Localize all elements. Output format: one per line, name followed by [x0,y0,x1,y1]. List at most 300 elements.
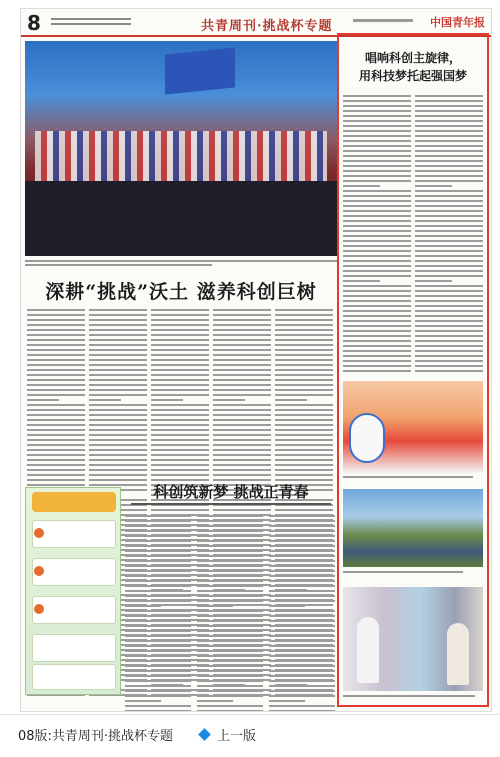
text-line [275,424,333,426]
text-line [89,474,147,476]
section-title: 共青周刊·挑战杯专题 [201,19,333,34]
text-line [269,570,335,572]
text-line [197,515,263,517]
text-line [275,309,333,311]
text-line [343,320,411,322]
text-line [275,464,333,466]
text-line [415,270,483,272]
text-line [27,379,85,381]
text-line [27,409,85,411]
text-line [89,364,147,366]
text-line [269,675,335,677]
text-line [151,309,209,311]
text-line [213,464,271,466]
highlight-title-line1: 唱响科创主旋律， [364,51,461,65]
text-line [415,150,483,152]
text-line [415,160,483,162]
text-line [269,685,335,687]
text-line [27,444,85,446]
text-line [415,110,483,112]
text-line [151,469,209,471]
text-line [213,309,271,311]
newspaper-page [20,8,492,712]
text-line [27,454,85,456]
text-line [275,474,333,476]
text-line [125,620,191,622]
text-line [89,314,147,316]
text-line [89,339,147,341]
text-line [343,110,411,112]
text-line [89,399,121,401]
text-line [151,319,209,321]
text-line [343,140,411,142]
text-line [125,675,191,677]
text-line [89,394,147,396]
text-line [213,319,271,321]
text-line [415,290,483,292]
text-line [415,295,483,297]
text-line [125,585,191,587]
page-label-link[interactable]: 08版:共青周刊·挑战杯专题 [18,729,174,744]
text-line [27,339,85,341]
text-line [269,635,335,637]
text-line [27,464,85,466]
text-line [151,509,209,511]
text-line [89,389,147,391]
lead-photo[interactable] [25,41,337,256]
text-line [269,645,335,647]
text-line [275,439,333,441]
photo-caption [343,571,463,573]
text-line [125,650,191,652]
text-line [269,710,335,712]
text-line [151,329,209,331]
text-line [415,235,483,237]
text-line [343,265,411,267]
article-photo[interactable] [343,587,483,691]
text-line [269,605,305,607]
text-line [415,260,483,262]
page-number: 8 [27,11,41,35]
text-line [343,115,411,117]
text-line [343,210,411,212]
text-line [89,309,147,311]
text-line [275,509,333,511]
text-line [343,160,411,162]
text-line [89,404,147,406]
text-line [27,474,85,476]
text-line [89,319,147,321]
text-line [89,414,147,416]
text-line [89,409,147,411]
text-line [415,320,483,322]
text-line [343,290,411,292]
text-line [415,230,483,232]
text-line [213,414,271,416]
text-line [125,705,191,707]
text-line [197,690,263,692]
bullet-icon [34,604,44,614]
text-line [213,364,271,366]
text-line [343,190,411,192]
text-line [275,364,333,366]
text-line [125,710,191,712]
text-line [213,439,271,441]
text-line [197,670,263,672]
text-line [89,429,147,431]
text-line [125,590,191,592]
text-line [415,185,452,187]
text-line [197,605,233,607]
masthead-date [353,19,413,22]
text-line [197,660,263,662]
text-line [125,595,191,597]
text-line [275,444,333,446]
text-line [151,354,209,356]
text-line [275,379,333,381]
text-line [27,429,85,431]
text-line [415,265,483,267]
text-line [151,429,209,431]
text-line [213,389,271,391]
text-line [415,105,483,107]
text-line [269,610,335,612]
text-line [415,220,483,222]
text-line [213,369,271,371]
text-line [415,125,483,127]
text-line [27,389,85,391]
text-line [343,130,411,132]
text-line [275,404,333,406]
text-line [89,384,147,386]
text-line [197,620,263,622]
text-line [275,434,333,436]
text-line [269,680,335,682]
infographic[interactable] [25,487,121,695]
text-line [415,325,483,327]
text-line [343,215,411,217]
text-line [213,424,271,426]
text-line [197,705,263,707]
article-photo[interactable] [343,381,483,473]
text-line [343,305,411,307]
previous-page-button[interactable] [200,725,256,744]
text-line [27,369,85,371]
text-line [151,424,209,426]
text-line [275,394,333,396]
text-line [275,359,333,361]
text-line [343,260,411,262]
text-line [343,225,411,227]
text-line [275,314,333,316]
text-line [89,439,147,441]
text-line [213,359,271,361]
bullet-icon [34,566,44,576]
text-line [197,650,263,652]
text-line [213,419,271,421]
text-line [197,580,263,582]
text-line [197,655,263,657]
text-line [275,469,333,471]
text-line [27,324,85,326]
text-line [269,620,335,622]
text-line [343,270,411,272]
text-line [151,439,209,441]
text-line [343,100,411,102]
text-line [213,314,271,316]
text-line [415,360,483,362]
text-line [151,449,209,451]
text-line [151,344,209,346]
text-line [27,319,85,321]
text-line [415,370,483,372]
text-line [415,180,483,182]
text-line [89,379,147,381]
text-line [343,340,411,342]
text-line [269,535,335,537]
text-line [343,230,411,232]
text-line [197,625,263,627]
text-line [415,215,483,217]
text-line [415,365,483,367]
text-line [151,334,209,336]
text-line [89,459,147,461]
text-line [213,454,271,456]
text-line [213,379,271,381]
text-line [343,120,411,122]
newspaper-logo: 中国青年报 [430,16,485,29]
text-line [125,635,191,637]
text-line [343,145,411,147]
text-line [197,595,263,597]
text-line [269,595,335,597]
text-line [213,444,271,446]
text-line [343,170,411,172]
text-line [415,350,483,352]
text-line [415,255,483,257]
text-line [125,630,191,632]
text-column [415,95,483,375]
text-line [275,334,333,336]
text-line [197,635,263,637]
text-line [151,404,209,406]
text-line [125,655,191,657]
text-line [27,364,85,366]
mascot-shape [349,413,385,463]
text-line [269,545,335,547]
text-line [89,349,147,351]
text-line [343,355,411,357]
text-line [151,454,209,456]
text-line [269,705,335,707]
text-line [151,384,209,386]
text-line [343,370,411,372]
photo-caption [343,695,475,697]
text-line [275,354,333,356]
second-headline[interactable]: 科创筑新梦 挑战正青春 [153,483,309,501]
text-line [125,610,191,612]
text-column [125,515,191,712]
text-line [125,605,161,607]
text-line [415,120,483,122]
text-line [275,414,333,416]
text-line [197,590,263,592]
text-line [197,585,263,587]
lead-headline[interactable]: 深耕“挑战”沃土 滋养科创巨树 [45,281,317,303]
text-line [275,349,333,351]
text-line [213,349,271,351]
text-line [27,404,85,406]
text-line [197,665,263,667]
text-line [415,335,483,337]
text-line [27,424,85,426]
text-line [269,530,335,532]
text-line [125,540,191,542]
text-line [197,540,263,542]
text-line [269,655,335,657]
text-line [197,525,263,527]
text-line [125,670,191,672]
text-line [89,464,147,466]
bullet-icon [34,528,44,538]
text-line [89,324,147,326]
text-line [275,449,333,451]
infographic-title [32,492,116,512]
text-line [275,344,333,346]
text-line [269,555,335,557]
text-line [89,454,147,456]
text-line [213,384,271,386]
text-line [27,394,85,396]
text-line [415,145,483,147]
text-line [269,690,335,692]
infographic-block [32,520,116,548]
highlight-title[interactable] [339,49,487,85]
text-line [269,695,335,697]
text-line [27,354,85,356]
text-line [197,615,263,617]
text-line [269,515,335,517]
text-line [27,459,85,461]
second-subheadline [131,503,331,505]
text-line [415,155,483,157]
text-line [213,334,271,336]
text-line [343,135,411,137]
text-line [269,525,335,527]
text-line [89,359,147,361]
text-line [415,280,452,282]
text-line [415,210,483,212]
article-photo[interactable] [343,489,483,567]
text-line [125,555,191,557]
text-line [275,369,333,371]
text-line [213,374,271,376]
previous-page-label: 上一版 [217,729,257,744]
text-line [125,615,191,617]
text-line [27,479,85,481]
text-line [125,575,191,577]
text-line [275,374,333,376]
text-line [89,469,147,471]
text-column [197,515,263,712]
text-line [89,449,147,451]
text-line [269,660,335,662]
text-line [197,640,263,642]
text-line [269,640,335,642]
text-line [343,295,411,297]
text-line [415,175,483,177]
text-line [151,444,209,446]
text-line [213,399,245,401]
text-line [343,125,411,127]
text-line [151,314,209,316]
text-line [125,685,191,687]
text-line [415,225,483,227]
text-line [415,165,483,167]
text-line [269,520,335,522]
text-line [213,324,271,326]
text-line [197,565,263,567]
text-line [415,170,483,172]
text-line [269,600,335,602]
text-line [269,700,305,702]
text-line [89,434,147,436]
text-line [213,404,271,406]
text-line [125,565,191,567]
text-line [415,200,483,202]
text-line [27,449,85,451]
text-line [125,545,191,547]
text-column [269,515,335,712]
lead-photo-caption [25,258,337,268]
text-line [275,429,333,431]
text-line [151,474,209,476]
text-line [415,135,483,137]
text-line [269,590,335,592]
text-line [343,205,411,207]
text-line [213,509,271,511]
text-line [213,474,271,476]
infographic-block [32,634,116,662]
text-line [269,565,335,567]
text-line [275,339,333,341]
person-shape [447,623,469,685]
text-line [151,339,209,341]
text-line [415,345,483,347]
text-line [415,100,483,102]
photo-caption [343,476,473,478]
text-line [343,235,411,237]
text-line [197,685,263,687]
text-line [197,630,263,632]
text-line [151,364,209,366]
text-line [343,345,411,347]
text-line [125,660,191,662]
text-line [27,419,85,421]
text-line [343,365,411,367]
text-line [213,434,271,436]
text-line [151,369,209,371]
text-line [343,310,411,312]
text-line [343,200,411,202]
stage-shape [25,181,337,256]
text-line [197,560,263,562]
text-line [269,550,335,552]
text-line [415,240,483,242]
text-line [343,150,411,152]
text-line [197,700,233,702]
text-line [343,180,411,182]
